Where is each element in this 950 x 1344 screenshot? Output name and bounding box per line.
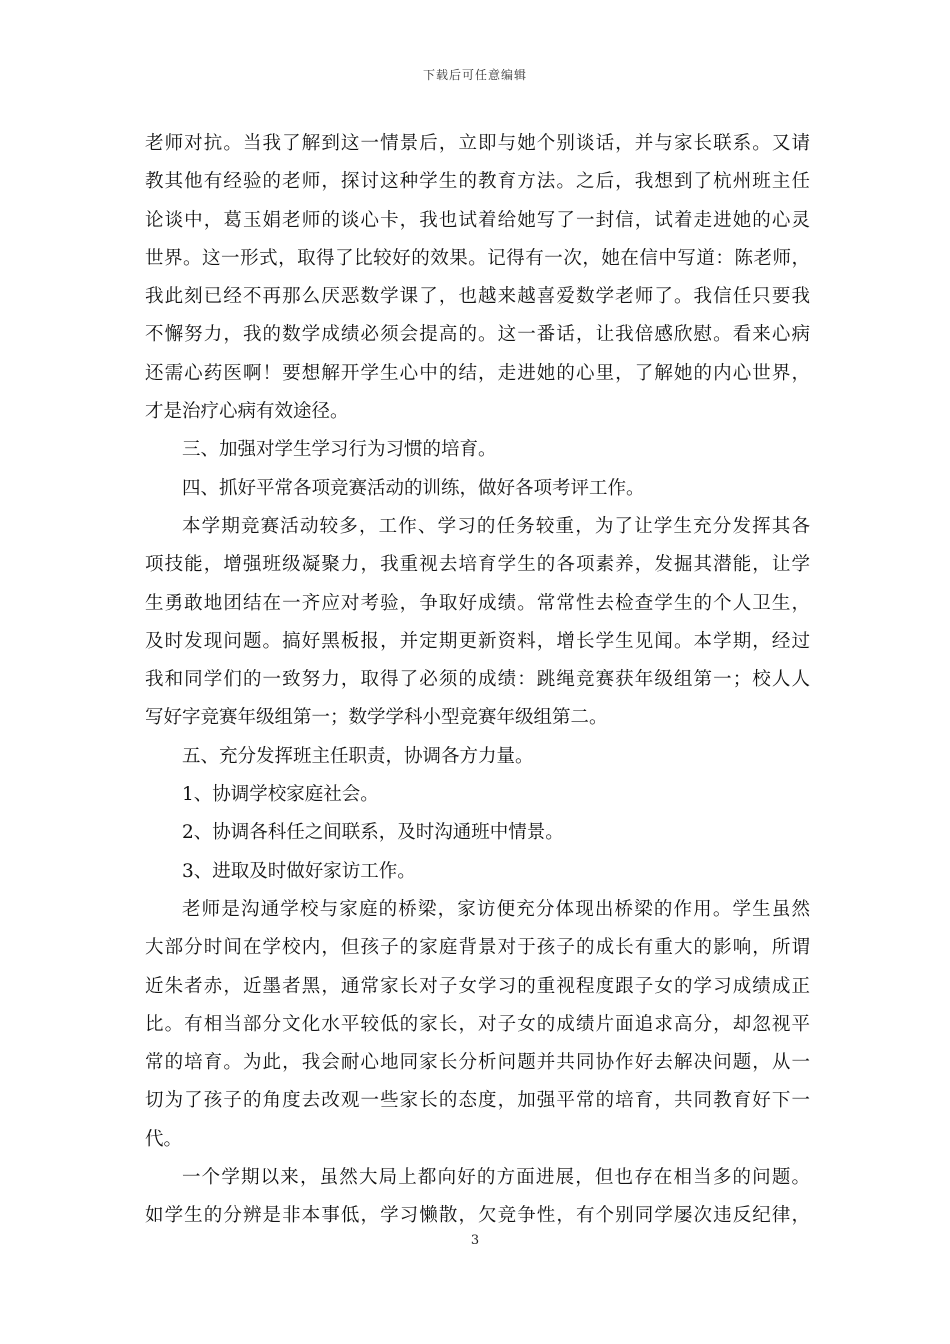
text-line: 常的培育。为此，我会耐心地同家长分析问题并共同协作好去解决问题，从一: [145, 1052, 810, 1074]
text-line: 项技能，增强班级凝聚力，我重视去培育学生的各项素养，发掘其潜能，让学: [145, 554, 810, 576]
text-line: 老师对抗。当我了解到这一情景后，立即与她个别谈话，并与家长联系。又请: [145, 133, 810, 154]
text-line: 本学期竞赛活动较多，工作、学习的任务较重，为了让学生充分发挥其各: [182, 515, 810, 537]
section-heading: 五、充分发挥班主任职责，协调各方力量。: [182, 745, 534, 767]
list-item: 3、进取及时做好家访工作。: [182, 860, 416, 882]
text-line: 代。: [145, 1128, 183, 1150]
list-item: 1、协调学校家庭社会。: [182, 784, 379, 806]
text-line: 生勇敢地团结在一齐应对考验，争取好成绩。常常性去检查学生的个人卫生，: [145, 592, 810, 614]
text-line: 教其他有经验的老师，探讨这种学生的教育方法。之后，我想到了杭州班主任: [145, 171, 810, 193]
text-line: 不懈努力，我的数学成绩必须会提高的。这一番话，让我倍感欣慰。看来心病: [145, 324, 810, 346]
text-line: 我此刻已经不再那么厌恶数学课了，也越来越喜爱数学老师了。我信任只要我: [145, 286, 810, 308]
document-body: [145, 125, 810, 1236]
text-line: 才是治疗心病有效途径。: [145, 401, 349, 423]
text-line: 及时发现问题。搞好黑板报，并定期更新资料，增长学生见闻。本学期，经过: [145, 630, 810, 652]
section-heading: 三、加强对学生学习行为习惯的培育。: [182, 439, 497, 461]
page-number: 3: [470, 1233, 480, 1248]
text-line: 比。有相当部分文化水平较低的家长，对子女的成绩片面追求高分，却忽视平: [145, 1013, 810, 1035]
text-line: 我和同学们的一致努力，取得了必须的成绩：跳绳竞赛获年级组第一；校人人: [145, 669, 810, 691]
text-line: 还需心药医啊！要想解开学生心中的结，走进她的心里，了解她的内心世界，: [145, 362, 810, 384]
text-line: 近朱者赤，近墨者黑，通常家长对子女学习的重视程度跟子女的学习成绩成正: [145, 975, 810, 997]
text-line: 如学生的分辨是非本事低，学习懒散，欠竞争性，有个别同学屡次违反纪律，: [145, 1205, 810, 1227]
page-header: 下载后可任意编辑: [422, 68, 527, 82]
text-line: 论谈中，葛玉娟老师的谈心卡，我也试着给她写了一封信，试着走进她的心灵: [145, 209, 810, 231]
text-line: 世界。这一形式，取得了比较好的效果。记得有一次，她在信中写道：陈老师，: [145, 247, 810, 269]
list-item: 2、协调各科任之间联系，及时沟通班中情景。: [182, 822, 564, 844]
section-heading: 四、抓好平常各项竞赛活动的训练，做好各项考评工作。: [182, 477, 645, 499]
text-line: 大部分时间在学校内，但孩子的家庭背景对于孩子的成长有重大的影响，所谓: [145, 937, 810, 959]
text-line: 一个学期以来，虽然大局上都向好的方面进展，但也存在相当多的问题。: [182, 1167, 810, 1189]
text-line: 老师是沟通学校与家庭的桥梁，家访便充分体现出桥梁的作用。学生虽然: [182, 898, 810, 920]
text-line: 切为了孩子的角度去改观一些家长的态度，加强平常的培育，共同教育好下一: [145, 1090, 810, 1112]
text-line: 写好字竞赛年级组第一；数学学科小型竞赛年级组第二。: [145, 707, 608, 729]
